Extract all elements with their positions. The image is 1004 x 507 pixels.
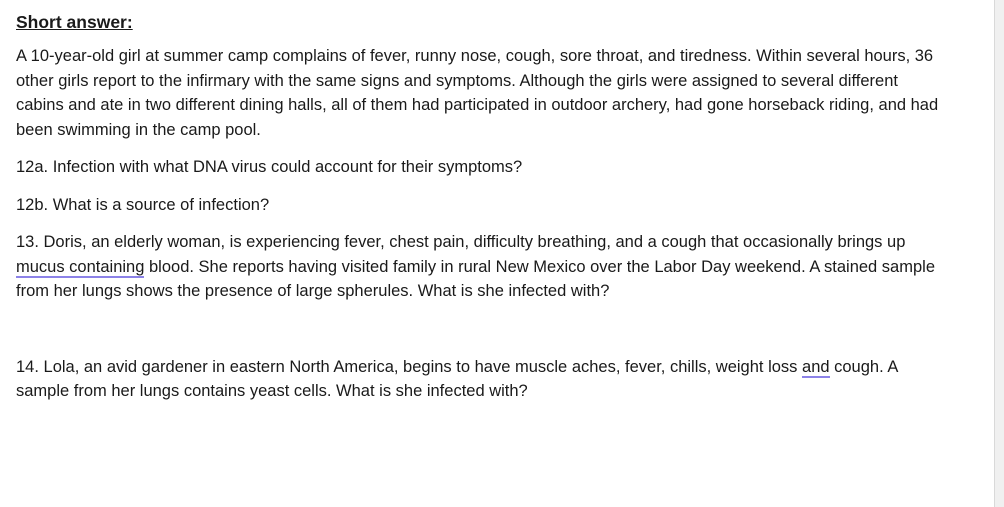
question-13-text-end: blood. She reports having visited family in rural New Mexico over the Labor Day weekend. A stained sample from her lungs shows the presence of large spherules. What is she infected with? xyxy=(16,257,935,300)
document-body xyxy=(16,10,941,417)
question-13-text-start: 13. Doris, an elderly woman, is experiencing fever, chest pain, difficulty breathing, and a cough that occasionally brings up xyxy=(16,233,906,251)
question-14 xyxy=(16,355,941,404)
case-intro-paragraph: A 10-year-old girl at summer camp complains of fever, runny nose, cough, sore throat, and tiredness. Within several hours, 36 other girls report to the infirmary with the same signs and symptoms. Although the girls were assigned to several different cabins and ate in two different dining halls, all of them had participated in outdoor archery, had gone horseback riding, and had been swimming in the camp pool. xyxy=(16,47,939,139)
question-12b: 12b. What is a source of infection? xyxy=(16,195,270,214)
window-right-edge xyxy=(994,0,1004,507)
grammar-flag-mucus-containing[interactable]: mucus containing xyxy=(16,257,145,276)
grammar-flag-and[interactable]: and xyxy=(802,357,830,376)
question-14-text-start: 14. Lola, an avid gardener in eastern North America, begins to have muscle aches, fever, chills, weight loss xyxy=(16,357,803,376)
question-12a: 12a. Infection with what DNA virus could account for their symptoms? xyxy=(16,158,523,176)
question-14-text-end: cough. A sample from her lungs contains yeast cells. What is she infected with? xyxy=(16,357,898,400)
section-heading: Short answer: xyxy=(16,12,133,32)
question-13 xyxy=(16,230,941,304)
